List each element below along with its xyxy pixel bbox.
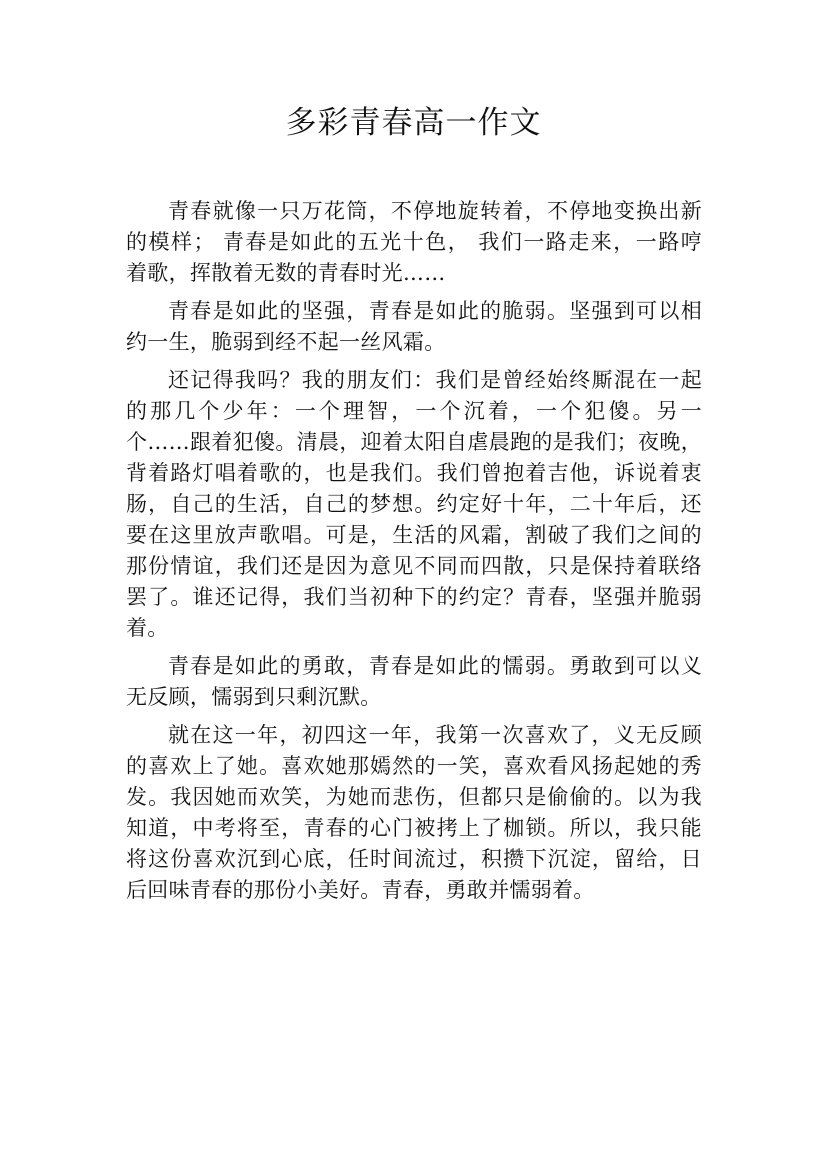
- paragraph-line: 发。我因她而欢笑，为她而悲伤，但都只是偷偷的。以为我: [126, 785, 702, 809]
- paragraph-line: 无反顾，懦弱到只剩沉默。: [126, 685, 382, 709]
- paragraph-line: 着。: [126, 616, 169, 640]
- paragraph-1: [126, 196, 702, 289]
- document-body: [126, 196, 702, 906]
- paragraph-line: 知道，中考将至，青春的心门被拷上了枷锁。所以，我只能: [126, 816, 702, 840]
- paragraph-line: 肠，自己的生活，自己的梦想。约定好十年，二十年后，还: [126, 492, 702, 516]
- paragraph-3: [126, 365, 702, 644]
- paragraph-line: 罢了。谁还记得，我们当初种下的约定？青春，坚强并脆弱: [126, 585, 702, 609]
- paragraph-line: 青春是如此的勇敢，青春是如此的懦弱。勇敢到可以义: [168, 654, 702, 678]
- paragraph-line: 就在这一年，初四这一年，我第一次喜欢了，义无反顾: [168, 723, 702, 747]
- paragraph-line: 着歌，挥散着无数的青春时光……: [126, 261, 446, 285]
- document-title: 多彩青春高一作文: [285, 105, 542, 141]
- paragraph-line: 那份情谊，我们还是因为意见不同而四散，只是保持着联络: [126, 554, 702, 578]
- paragraph-line: 将这份喜欢沉到心底，任时间流过，积攒下沉淀，留给，日: [126, 847, 702, 871]
- paragraph-line: 背着路灯唱着歌的，也是我们。我们曾抱着吉他，诉说着衷: [126, 461, 702, 485]
- paragraph-line: 还记得我吗？我的朋友们：我们是曾经始终厮混在一起: [168, 368, 702, 392]
- paragraph-line: 青春就像一只万花筒，不停地旋转着，不停地变换出新: [168, 199, 702, 223]
- paragraph-4: [126, 651, 702, 713]
- paragraph-2: [126, 296, 702, 358]
- paragraph-line: 约一生，脆弱到经不起一丝风霜。: [126, 330, 446, 354]
- paragraph-line: 的那几个少年：一个理智，一个沉着，一个犯傻。另一: [126, 399, 702, 423]
- paragraph-line: 后回味青春的那份小美好。青春，勇敢并懦弱着。: [126, 878, 595, 902]
- paragraph-line: 个……跟着犯傻。清晨，迎着太阳自虐晨跑的是我们；夜晚，: [126, 430, 702, 454]
- paragraph-line: 的模样； 青春是如此的五光十色， 我们一路走来，一路哼: [126, 230, 702, 254]
- paragraph-line: 青春是如此的坚强，青春是如此的脆弱。坚强到可以相: [168, 299, 702, 323]
- paragraph-line: 要在这里放声歌唱。可是，生活的风霜，割破了我们之间的: [126, 523, 702, 547]
- paragraph-line: 的喜欢上了她。喜欢她那嫣然的一笑，喜欢看风扬起她的秀: [126, 754, 702, 778]
- paragraph-5: [126, 720, 702, 906]
